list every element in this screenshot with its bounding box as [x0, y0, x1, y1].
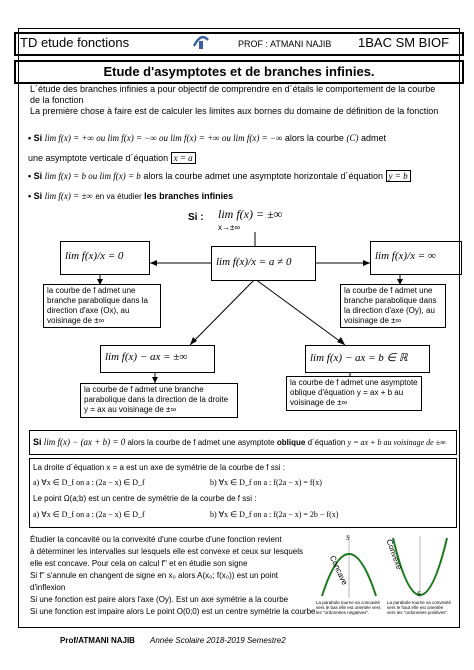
- header-title: TD etude fonctions: [20, 35, 130, 50]
- concave-caption: La parabole tourne sa concavité vers le bas elle est orientée vers les "ordonnées négatives".: [316, 600, 381, 615]
- convex-caption: La parabole tourne sa convexité vers le haut elle est orientée vers les "ordonnées positives".: [387, 600, 452, 615]
- concavity-l5: d'inflexion: [30, 583, 66, 592]
- concavity-l4: Si f'' s'annule en changent de signe en x₀ alors A(x₀; f(x₀)) est un point: [30, 571, 279, 580]
- tree-bl-box: [100, 345, 215, 373]
- rule2-text: alors la courbe admet une asymptote horizontale d´équation: [143, 171, 383, 181]
- tree-si-expr: lim f(x) = ±∞: [218, 207, 283, 221]
- rule3-expr: lim f(x) = ±∞: [44, 191, 93, 201]
- rule1-text: alors la courbe: [284, 133, 344, 143]
- concave-label: Concave: [327, 554, 350, 587]
- concavity-l6: Si une fonction est paire alors l'axe (Oy). Est un axe symétrie a la courbe: [30, 595, 289, 604]
- header-prof: PROF : ATMANI NAJIB: [238, 39, 332, 49]
- rule2-prefix: • Si: [28, 171, 43, 181]
- tree-si-under: x→±∞: [218, 223, 241, 232]
- rule1-expr: lim f(x) = +∞ ou lim f(x) = −∞ ou lim f(x) = +∞ ou lim f(x) = −∞: [44, 133, 283, 143]
- rule3-bold: les branches infinies: [144, 191, 234, 201]
- concavity-l7: Si une fonction est impaire alors Le point O(0;0) est un centre symétrie la courbe: [30, 607, 316, 616]
- oblique-bold: oblique: [276, 438, 306, 447]
- tree-left-box-text: lim f(x)/x = 0: [65, 250, 124, 262]
- symmetry-center-a: a) ∀x ∈ D_f on a : (2a − x) ∈ D_f: [33, 510, 145, 519]
- rule3-prefix: • Si: [28, 191, 43, 201]
- concave-curve-icon: [316, 532, 382, 602]
- oblique-text2: d´équation: [307, 438, 346, 447]
- rule1-eq: x = a: [171, 152, 196, 164]
- symmetry-axis-line: La droite d´équation x = a est un axe de symétrie de la courbe de f ssi :: [33, 463, 285, 472]
- rule1-prefix: • Si: [28, 133, 43, 143]
- tree-br-box: [305, 345, 430, 373]
- oblique-prefix: Si: [33, 437, 42, 447]
- rule1-c: (C): [346, 133, 359, 143]
- rule1-line2-text: une asymptote verticale d´équation: [28, 153, 169, 163]
- footer-left: Prof/ATMANI NAJIB: [60, 636, 135, 645]
- concavity-l2: à déterminer les intervalles sur lesquels elle est convexe et ceux sur lesquels: [30, 547, 304, 556]
- tree-left-note: la courbe de f admet une branche parabolique dans la direction d'axe (Ox), au voisinage de ±∞: [43, 284, 161, 328]
- tree-si-label: Si :: [188, 212, 204, 223]
- oblique-text: alors la courbe de f admet une asymptote: [127, 438, 275, 447]
- tree-br-note: la courbe de f admet une asymptote oblique d'équation y = ax + b au voisinage de ±∞: [286, 376, 422, 411]
- oblique-expr: lim f(x) − (ax + b) = 0: [43, 437, 126, 447]
- footer-right: Année Scolaire 2018-2019 Semestre2: [150, 636, 286, 645]
- symmetry-axis-a: a) ∀x ∈ D_f on a : (2a − x) ∈ D_f: [33, 478, 145, 487]
- tree-right-note: la courbe de f admet une branche parabolique dans la direction d'axe (Oy), au voisinage de ±∞: [340, 284, 446, 328]
- tree-br-box-text: lim f(x) − ax = b ∈ ℝ: [310, 352, 408, 364]
- tree-bl-note: la courbe de f admet une branche parabolique dans la direction de la droite y = ax au voisinage de ±∞: [80, 383, 238, 418]
- symmetry-axis-b: b) ∀x ∈ D_f on a : f(2a − x) = f(x): [210, 478, 322, 487]
- concavity-text: [30, 534, 316, 618]
- rule1-text2: admet: [360, 133, 386, 143]
- svg-text:S: S: [346, 534, 350, 542]
- oblique-box: [29, 430, 457, 455]
- intro-line1: L´étude des branches infinies a pour objectif de comprendre en d´étails le comportement de la courbe de la fonction: [30, 84, 436, 105]
- rule2-eq: y = b: [386, 170, 411, 182]
- tree-mid-box: [211, 246, 316, 281]
- symmetry-box: [29, 458, 457, 528]
- rule2-expr: lim f(x) = b ou lim f(x) = b: [44, 171, 141, 181]
- tree-right-box: [370, 241, 462, 275]
- tree-right-box-text: lim f(x)/x = ∞: [375, 250, 436, 262]
- concave-figure: [316, 532, 382, 616]
- svg-text:S: S: [417, 590, 421, 598]
- symmetry-center-b: b) ∀x ∈ D_f on a : f(2a − x) = 2b − f(x): [210, 510, 339, 519]
- concavity-l1: Étudier la concavité ou la convexité d'une courbe d'une fonction revient: [30, 535, 282, 544]
- header-class: 1BAC SM BIOF: [358, 35, 450, 50]
- section-title: Etude d'asymptotes et de branches infinies.: [103, 64, 375, 79]
- intro-line2: La première chose à faire est de calculer les limites aux bornes du domaine de définition de la fonction: [30, 106, 439, 116]
- tree-left-box: [60, 241, 150, 275]
- convex-label: Convexe: [384, 538, 404, 571]
- symmetry-center-line: Le point Ω(a;b) est un centre de symétrie de la courbe de f ssi :: [33, 494, 257, 503]
- oblique-eq: y = ax + b au voisinage de ±∞: [347, 438, 446, 447]
- concavity-l3: elle est concave. Pour cela on calcul f'' et en étudie son signe: [30, 559, 248, 568]
- tree-bl-box-text: lim f(x) − ax = ±∞: [105, 351, 188, 363]
- rule3-text: en va étudier: [95, 192, 142, 201]
- convex-figure: [384, 532, 453, 616]
- tree-mid-box-text: lim f(x)/x = a ≠ 0: [216, 256, 292, 268]
